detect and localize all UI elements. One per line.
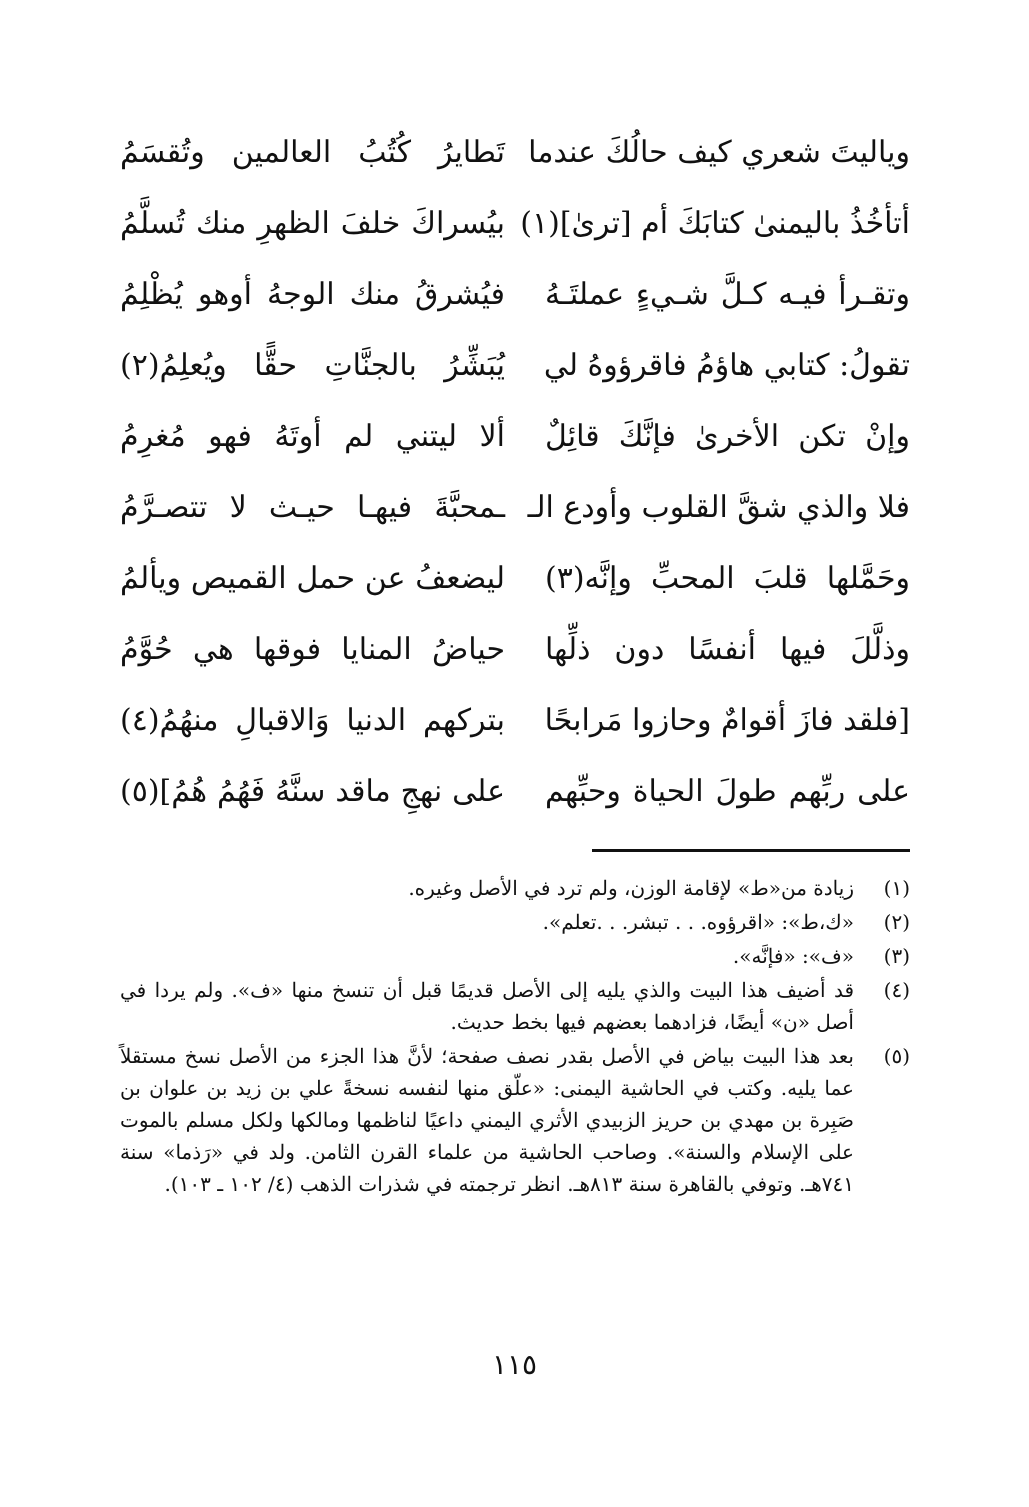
footnote bbox=[120, 940, 910, 972]
verse-first-hemistich: وإنْ تكن الأخرىٰ فإنَّكَ قائِلٌ bbox=[545, 419, 910, 454]
verse-first-hemistich: على ربِّهم طولَ الحياة وحبِّهم bbox=[545, 774, 910, 809]
verse-row bbox=[120, 473, 910, 544]
verse-first-hemistich: [فلقد فازَ أقوامٌ وحازوا مَرابحًا bbox=[544, 703, 910, 738]
footnote-number: (٤) bbox=[883, 978, 910, 1002]
footnote bbox=[120, 1040, 910, 1200]
footnote-text: زيادة من«ط» لإقامة الوزن، ولم ترد في الأصل وغيره. bbox=[408, 876, 854, 900]
verse-second-hemistich: فيُشرقُ منك الوجهُ أوهو يُظْلِمُ bbox=[120, 277, 505, 312]
page-number: ١١٥ bbox=[491, 1348, 538, 1381]
footnote-number: (٢) bbox=[883, 910, 910, 934]
footnote-separator bbox=[592, 849, 910, 852]
verse-row bbox=[120, 402, 910, 473]
verse-second-hemistich: تَطايرُ كُتُبُ العالمين وتُقسَمُ bbox=[120, 135, 505, 170]
footnote bbox=[120, 872, 910, 904]
verse-row bbox=[120, 615, 910, 686]
poem bbox=[120, 118, 910, 828]
verse-second-hemistich: ألا ليتني لم أوتَهُ فهو مُغرِمُ bbox=[120, 419, 505, 454]
verse-second-hemistich: بتركهم الدنيا وَالاقبالِ منهُمُ(٤) bbox=[120, 703, 505, 738]
verse-row bbox=[120, 189, 910, 260]
verse-first-hemistich: وتقـرأ فيـه كـلَّ شـيءٍ عملتَـهُ bbox=[545, 277, 910, 312]
verse-second-hemistich: حياضُ المنايا فوقها هي حُوَّمُ bbox=[120, 632, 505, 667]
verse-second-hemistich: ليضعفُ عن حمل القميص ويألمُ bbox=[120, 561, 505, 596]
verse-second-hemistich: بيُسراكَ خلفَ الظهرِ منك تُسلَّمُ bbox=[120, 206, 505, 241]
verse-second-hemistich: ـمحبَّةَ فيهـا حيـث لا تتصـرَّمُ bbox=[120, 490, 505, 525]
footnote-text: قد أضيف هذا البيت والذي يليه إلى الأصل قديمًا قبل أن تنسخ منها «ف». ولم يردا في أصل «ن» أيضًا، فزادهما بعضهم فيها بخط حديث. bbox=[120, 978, 854, 1034]
verse-first-hemistich: وحَمَّلها قلبَ المحبِّ وإنَّه(٣) bbox=[545, 561, 910, 596]
verse-first-hemistich: وذلَّلَ فيها أنفسًا دون ذلِّها bbox=[545, 632, 910, 667]
footnote bbox=[120, 906, 910, 938]
verse-row bbox=[120, 331, 910, 402]
footnote-text: «ك،ط»: «اقرؤوه. . . تبشر. . .تعلم». bbox=[542, 910, 854, 934]
footnote bbox=[120, 974, 910, 1038]
verse-second-hemistich: على نهجِ ماقد سنَّهُ فَهُمُ هُمُ](٥) bbox=[120, 774, 505, 809]
verse-row bbox=[120, 260, 910, 331]
verse-first-hemistich: وياليتَ شعري كيف حالُكَ عندما bbox=[528, 135, 910, 170]
verse-row bbox=[120, 757, 910, 828]
footnote-text: «ف»: «فإنَّه». bbox=[732, 944, 854, 968]
verse-first-hemistich: تقولُ: كتابي هاؤمُ فاقرؤوهُ لي bbox=[543, 348, 910, 383]
footnote-number: (٥) bbox=[883, 1044, 910, 1068]
footnote-text: بعد هذا البيت بياض في الأصل بقدر نصف صفحة؛ لأنَّ هذا الجزء من الأصل نسخ مستقلاً عما يليه. وكتب في الحاشية اليمنى: «علّق منها لنفسه نسخةً علي بن زيد بن علوان بن صَبِرة بن مهدي بن حريز الزبيدي الأثري اليمني داعيًا لناظمها ومالكها ولكل مسلم بالموت على الإسلام والسنة». وصاحب الحاشية من علماء القرن الثامن. ولد في «رَذما» سنة ٧٤١هـ. وتوفي بالقاهرة سنة ٨١٣هـ. انظر ترجمته في شذرات الذهب (٤/ ١٠٢ ـ ١٠٣). bbox=[120, 1044, 854, 1196]
verse-row bbox=[120, 686, 910, 757]
verse-second-hemistich: يُبَشِّرُ بالجنَّاتِ حقًّا ويُعلِمُ(٢) bbox=[120, 348, 505, 383]
verse-row bbox=[120, 118, 910, 189]
verse-row bbox=[120, 544, 910, 615]
footnote-number: (٣) bbox=[883, 944, 910, 968]
footnotes bbox=[120, 872, 910, 1202]
verse-first-hemistich: فلا والذي شقَّ القلوب وأودع الـ bbox=[527, 490, 910, 525]
footnote-number: (١) bbox=[883, 876, 910, 900]
verse-first-hemistich: أتأخُذُ باليمنىٰ كتابَكَ أم [ترىٰ](١) bbox=[520, 206, 910, 241]
